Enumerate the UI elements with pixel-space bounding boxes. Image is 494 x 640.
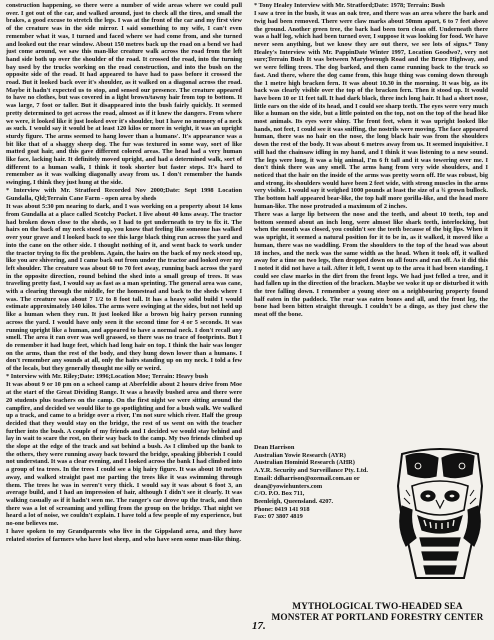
contact-org: A.Y.R. Security and Surveillance Pty. Ltd. <box>254 467 368 475</box>
paragraph: construction happening, so there were a number of wide areas where we could pull over. I got out of the car, and walked around, just to check all the tires, and small the brakes, a good excuse to stretch the legs. I was at the front of the car and my first view of the creature was in the side mirror. I said something to my wife, I can't even remember what it was, I turned and faced where we had come from, and she turned and looked out the rear window. About 150 metres back up the road on a bend we had just come around, we saw this man-like creature walk across the road from the left hand side both up over the shoulder of the road. It crossed the road, into the turning bay used by the trucks working on the road construction, and into the bush on the opposite side of the road. It had appeared to have had to pass before it crossed the road. But it looked back over it's shoulder, as it walked on a diagonal across the road. Maybe it hadn't expected us to stop, and sensed our presence. The creature appeared to have no clothes, but was covered in a light brown/tawny hair from top to bottom. It was large, 7 foot or taller. But it disappeared into the bush fairly quickly. It seemed pretty determined to get across the road, almost as if it knew the dangers. From where we were, it looked like it just looked over it's shoulder, but I have no memory of a neck as such. I would say it would be at least 120 kilos or more in weight, it was an upright sturdy figure. The arms seemed to hang lower than a humans'. It's appearance was a bit like that of a shaggy sheep dog. The fur was textured in some way, sort of like matted goat hair, and this gave different colored areas. The head had a very human like face, lacking hair. It definitely moved upright, and had a determined walk, sort of different to a human walk, I think it took shorter but faster steps. It's hard to remember as it was walking diagonally away from us. I don't remember the hands swinging, I think they just hung at the side. <box>6 2 242 187</box>
paragraph: There was a large lip between the nose and the teeth, and about 10 teeth, top and bottom seemed about an inch long, were almost like shark teeth, interlocking, but when the mouth was closed, you couldn't see the teeth because of the big lips. When it was upright, it seemed a natural position for it to be in, as it walked, it moved like a human, there was no waddling. From the shoulders to the top of the head was about 18 inches, and the neck was the same width as the head. When it took off, it walked away for a time on two legs, then dropped down on all fours and ran off. As it did this I noted it did not have a tail. After it left, I went up to the area it had been standing, I could see claw marks in the dirt from the front legs. We had just felled a tree, and it had fallen up in the direction of the bracken. Maybe we woke it up or disturbed it with the tree falling down. I remember a young steer on a neighbouring property found half eaten in the paddock. The rear was eaten bones and all, and the front leg, the bone had been bitten straight through. I couldn't be a dingo, as they just chew the meat off the bone. <box>254 210 488 319</box>
left-column <box>6 2 242 638</box>
contact-phone: Phone: 0419 141 918 <box>254 505 310 513</box>
right-column <box>254 2 488 444</box>
caption-line: MONSTER AT PORTLAND FORESTRY CENTER <box>271 612 484 623</box>
contact-email: Email: ddharrison@ozemail.com.au or <box>254 474 360 482</box>
contact-po-box: C/O. P.O. Box 711, <box>254 490 305 498</box>
interview-heading: * Interview with Mr. Stratford Recorded Nov 2000;Date: Sept 1998 Location Gundalla, Qld;Terrain Cane Farm - open area by sheds <box>6 187 242 203</box>
page-number: 17. <box>252 620 266 632</box>
contact-org: Australian Hominid Research (AHR) <box>254 459 355 467</box>
contact-block <box>254 444 404 521</box>
contact-fax: Fax: 07 3807 4819 <box>254 513 303 521</box>
caption-line: MYTHOLOGICAL TWO-HEADED SEA <box>292 602 463 612</box>
paragraph: I saw a tree in the bush, it was an oak tree, and there was an area where the bark and twig had been removed. There were claw marks about 50mm apart, 6 to 7 feet above the ground. Another green tree, the bark had been torn clean off. Underneath there was a half log, which had been turned over, I suppose it was looking for food. We have never seen anything, but we know they are out there, we see lots of signs.* Tony Healey's Interview with Mr. PappinDate Winter 1997, Location Goodwo?, very not sure;Terrain Bush It was between Maryborough Road and the Bruce Highway, and we were felling trees. The dog barked, and then came running back to the truck so fast. And there, where the dog came from, this huge thing was coming down through the 1 metre high bracken fern. It was about 10.30 in the morning. It was big, as its back was clearly visible over the top of the bracken fern. Then it stood up. It would have been 10 or 11 feet tall. It had dark black, three inch long hair. It had a short nose, little ears on the side of its head, and I could see sharp teeth. The eyes were very much like a human on the side, but a little pointed on the top, not on the top of the head like most animals. Its eyes were shiny. The front feet, when it was upright looked like hands, not feet, I could see it was sniffing, the nostrils were moving. The face appeared human, there was no hair on the nose, the long black hair was from the shoulders down the rest of the body. It was about 6 metres away from us. It seemed inquisitive. I still had the chainsaw idling in my hand, and I think it was listening to a new sound. The legs were long, it was a big animal, I'm 6 ft tall and it was towering over me. I don't think there was any smell. The arms hang from very wide shoulders, and I noticed that the hair on the inside of the arms was pretty worn off. He was robust, big and strong, its shoulders would have been 2 feet wide, with strong muscles in the arms very visible. I would say it weighed 1000 pounds at least the size of a ¾ grown bullock. The bottom half appeared bear-like, the top half more gorilla-like, and the head more human-like. The nose protruded a maximum of 2 inches. <box>254 10 488 210</box>
figure-caption <box>265 602 490 623</box>
contact-org: Australian Yowie Research (AYR) <box>254 451 346 459</box>
paragraph: I have spoken to my Grandparents who live in the Gippsland area, and they have related stories of farmers who have lost sheep, and who have seen some man-like thing. <box>6 528 242 544</box>
paragraph: It was about 5:30 pm nearing to dark, and I was working on a property about 14 kms from Gundalla at a place called Scotchy Pocket. I live about 40 kms away. The tractor had broken down close to the sheds, so I had to get underneath to try to fix it. The hairs on the back of my neck stood up, you know that feeling like someone has walked over your grave and I looked back to see this large black thing run across the yard and into the cane on the other side. I thought nothing of it, and went back to work under the tractor trying to fix the problem. Again, the hairs on the back of my neck stood up, like you are shivering, and I came back out from under the tractor and looked over my left shoulder. The creature was about 60 to 70 feet away, running back across the yard in the opposite direction, round behind the shed into a small group of trees. It was traveling pretty fast, I would say as fast as a man sprinting. The general area was cane, with a clearing through the middle, for the homestead and back to the sheds where I was. The creature was about 7 1/2 to 8 foot tall. It has a heavy solid build I would estimate approximately 140 kilos. The arms were swinging at the sides, but not held up like a human when they run. It just looked like a brown big hairy person running across the yard. I would have only seen it the second time for 4 or 5 seconds. It was running upright like a human, and appeared to have a normal neck. I don't recall any smell. The area it ran over was well grassed, so there was no trace of footprints. But I do remember it had huge feet, which had long hair on top. I think the hair was longer on the arms, than the rest of the body, and they hung down lower than a humans. I don't remember any sounds at all, only the hairs standing up on my neck. I told a few of the locals, but they generally thought me silly or weird. <box>6 203 242 373</box>
contact-name: Dean Harrison <box>254 444 295 451</box>
paragraph: It was about 9 or 10 pm on a school camp at Aberfeldie about 2 hours drive from Moe at the start of the Great Dividing Range. It was a heavily bushed area and there were 20 students plus teachers on the camp. On the first night we were sitting around the campfire, and decided we would like to go spotlighting and for a bush walk. We walked up a track, and came to a bridge over a river, I'm not sure which river. Half the group decided that they would stay on the bridge, the rest of us went on with the teacher further into the bush. A couple of my friends and I decided we would stay behind and lay in wait to scare the rest, on their way back to the camp. My two friends climbed up the slope at the edge of the track and sat behind a bush. As I climbed up the bank to the others, they were running away back toward the bridge, speaking jibberish I could not understand. It was a clear evening, and I looked across the bank I had climbed into a group of tea trees. In the trees I could see a big hairy figure. It was about 10 metres away, and walked straight past me parting the trees like it was swimming through them. The trees he was in weren't very thick. I would say it was about 6 foot 3, an average build, and I had an impression of hair, although I didn't see it clearly. It was walking casually as if it hadn't seen me. The ranger's car drove up the track, and then there was a lot of screaming and yelling from the group on the bridge. That night we heard a lot of noise, we couldn't explain. I have told a few people of my experience, but no-one believes me. <box>6 381 242 528</box>
interview-heading: * Interview with Mr. Riley;Date: 1996;Location Moe; Terrain: Heavy bush <box>6 373 209 381</box>
contact-email: dean@yowiehunters.com <box>254 482 323 490</box>
carved-totem-illustration-icon <box>392 446 488 582</box>
contact-city: Beenleigh, Queensland. 4207. <box>254 497 334 505</box>
interview-heading: * Tony Healey Interview with Mr. Stratford;Date: 1978; Terrain: Bush <box>254 2 445 9</box>
